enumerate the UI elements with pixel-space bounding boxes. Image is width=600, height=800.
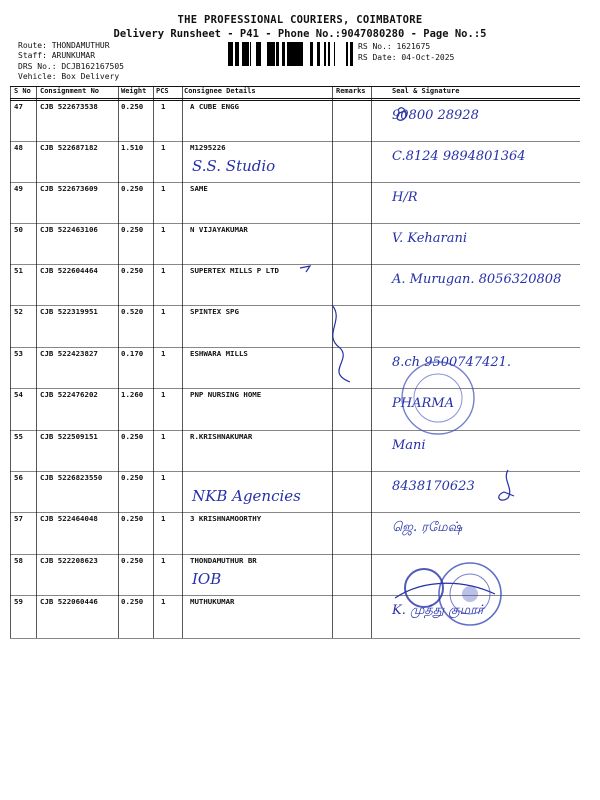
- cell-pcs: 1: [161, 473, 166, 482]
- vehicle-label: Vehicle: Box Delivery: [18, 72, 120, 81]
- cell-weight: 0.250: [121, 597, 144, 606]
- handwritten-signature: 90800 28928: [392, 108, 479, 123]
- cell-consignment: CJB 522208623: [40, 556, 98, 565]
- rs-date: RS Date: 04-Oct-2025: [358, 53, 455, 62]
- cell-pcs: 1: [161, 102, 166, 111]
- header-weight: Weight: [121, 87, 147, 95]
- handwritten-signature: PHARMA: [392, 396, 454, 411]
- cell-consignment: CJB 522319951: [40, 307, 98, 316]
- cell-pcs: 1: [161, 514, 166, 523]
- handwritten-signature: ஜெ. ரமேஷ்: [392, 520, 463, 535]
- cell-pcs: 1: [161, 390, 166, 399]
- header-consignment: Consignment No: [40, 87, 100, 95]
- drs-number: DRS No.: DCJB162167505: [18, 62, 124, 71]
- cell-consignment: CJB 522464048: [40, 514, 98, 523]
- cell-consignment: CJB 522509151: [40, 432, 98, 441]
- cell-weight: 0.250: [121, 225, 144, 234]
- header-consignee: Consignee Details: [184, 87, 256, 95]
- cell-weight: 0.250: [121, 514, 144, 523]
- cell-pcs: 1: [161, 143, 166, 152]
- cell-weight: 1.510: [121, 143, 144, 152]
- cell-pcs: 1: [161, 225, 166, 234]
- cell-pcs: 1: [161, 307, 166, 316]
- company-name: THE PROFESSIONAL COURIERS, COIMBATORE: [177, 14, 423, 26]
- cell-sno: 51: [14, 266, 23, 275]
- cell-sno: 55: [14, 432, 23, 441]
- cell-pcs: 1: [161, 349, 166, 358]
- cell-weight: 0.250: [121, 102, 144, 111]
- bank-seal-icon: [436, 560, 504, 628]
- cell-sno: 58: [14, 556, 23, 565]
- cell-weight: 0.250: [121, 266, 144, 275]
- handwritten-signature: 8.ch 9500747421.: [392, 355, 512, 370]
- header-seal-signature: Seal & Signature: [392, 87, 460, 95]
- staff-label: Staff: ARUNKUMAR: [18, 51, 96, 60]
- runsheet-title: Delivery Runsheet - P41 - Phone No.:9047080280 - Page No.:5: [113, 28, 487, 40]
- rs-number: RS No.: 1621675: [358, 42, 431, 51]
- cell-consignment: CJB 522673538: [40, 102, 98, 111]
- cell-consignee: SAME: [190, 184, 208, 193]
- cell-pcs: 1: [161, 266, 166, 275]
- cell-consignment: CJB 522476202: [40, 390, 98, 399]
- cell-sno: 53: [14, 349, 23, 358]
- cell-sno: 59: [14, 597, 23, 606]
- cell-pcs: 1: [161, 597, 166, 606]
- handwritten-signature: A. Murugan. 8056320808: [392, 272, 562, 287]
- cell-pcs: 1: [161, 184, 166, 193]
- handwritten-consignee: NKB Agencies: [192, 487, 301, 505]
- cell-consignment: CJB 522604464: [40, 266, 98, 275]
- cell-sno: 47: [14, 102, 23, 111]
- handwritten-signature: 8438170623: [392, 479, 475, 494]
- cell-pcs: 1: [161, 556, 166, 565]
- cell-weight: 0.250: [121, 432, 144, 441]
- cell-weight: 0.250: [121, 184, 144, 193]
- header-pcs: PCS: [156, 87, 169, 95]
- header-remarks: Remarks: [336, 87, 366, 95]
- handwritten-consignee: IOB: [192, 570, 222, 588]
- handwritten-signature: C.8124 9894801364: [392, 149, 526, 164]
- cell-consignment: CJB 5226823550: [40, 473, 103, 482]
- cell-weight: 0.170: [121, 349, 144, 358]
- cell-consignee: THONDAMUTHUR BR: [190, 556, 257, 565]
- cell-sno: 50: [14, 225, 23, 234]
- handwritten-signature: K. முத்து குமார்: [392, 603, 484, 618]
- cell-pcs: 1: [161, 432, 166, 441]
- cell-sno: 52: [14, 307, 23, 316]
- cell-consignee: SPINTEX SPG: [190, 307, 239, 316]
- cell-sno: 57: [14, 514, 23, 523]
- cell-consignee: SUPERTEX MILLS P LTD: [190, 266, 279, 275]
- header-sno: S No: [14, 87, 31, 95]
- rubber-stamp-icon: [398, 358, 478, 438]
- round-seal-icon: [402, 566, 446, 610]
- handwritten-consignee: S.S. Studio: [192, 157, 276, 175]
- handwritten-signature: V. Keharani: [392, 231, 468, 246]
- cell-consignee: 3 KRISHNAMOORTHY: [190, 514, 262, 523]
- cell-consignment: CJB 522423827: [40, 349, 98, 358]
- cell-consignee: A CUBE ENGG: [190, 102, 239, 111]
- cell-weight: 0.520: [121, 307, 144, 316]
- cell-consignee: MUTHUKUMAR: [190, 597, 235, 606]
- handwritten-signature: H/R: [392, 190, 418, 205]
- cell-sno: 48: [14, 143, 23, 152]
- cell-consignee: PNP NURSING HOME: [190, 390, 262, 399]
- cell-consignee: M1295226: [190, 143, 226, 152]
- cell-sno: 49: [14, 184, 23, 193]
- cell-consignment: CJB 522463106: [40, 225, 98, 234]
- cell-sno: 54: [14, 390, 23, 399]
- cell-consignment: CJB 522673609: [40, 184, 98, 193]
- route-label: Route: THONDAMUTHUR: [18, 41, 110, 50]
- cell-consignee: R.KRISHNAKUMAR: [190, 432, 253, 441]
- cell-weight: 0.250: [121, 473, 144, 482]
- cell-consignee: ESHWARA MILLS: [190, 349, 248, 358]
- cell-consignee: N VIJAYAKUMAR: [190, 225, 248, 234]
- cell-sno: 56: [14, 473, 23, 482]
- cell-weight: 1.260: [121, 390, 144, 399]
- cell-consignment: CJB 522060446: [40, 597, 98, 606]
- cell-consignment: CJB 522687182: [40, 143, 98, 152]
- cell-weight: 0.250: [121, 556, 144, 565]
- handwritten-signature: Mani: [392, 438, 426, 453]
